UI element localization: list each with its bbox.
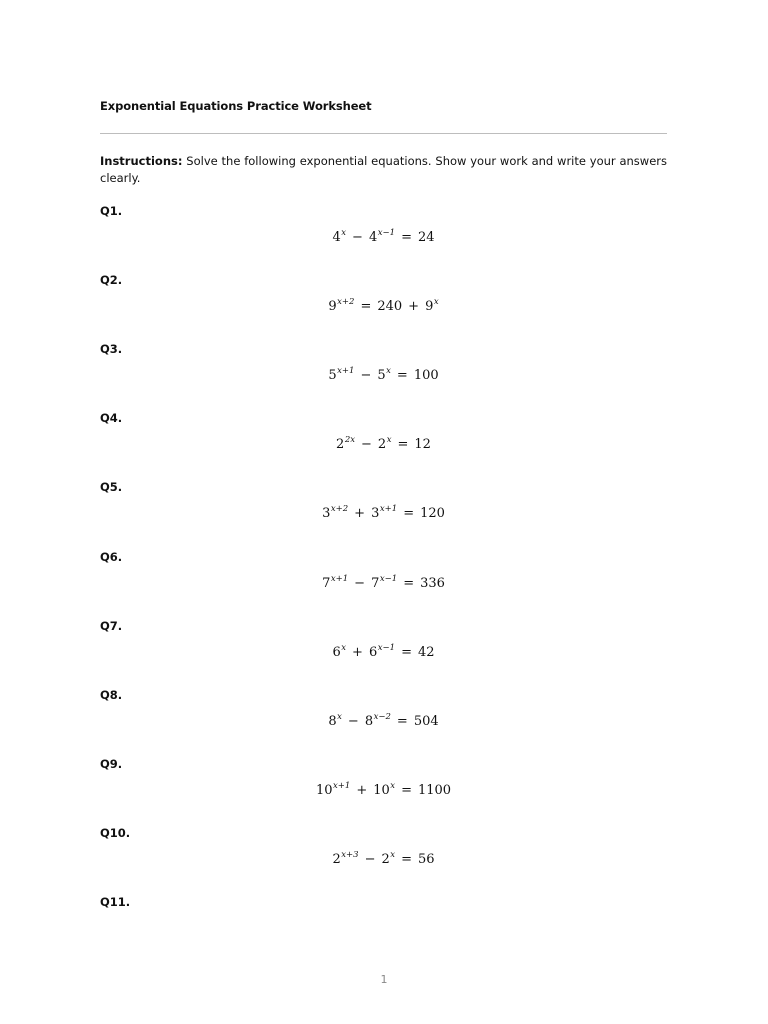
term-exponent: x [386, 366, 391, 377]
question-label: Q6. [100, 549, 123, 564]
term-exponent: x [433, 297, 439, 308]
equals-sign: = [396, 713, 408, 729]
equation [100, 299, 667, 314]
operator: + [352, 644, 363, 660]
equation-rhs: 120 [420, 506, 445, 522]
equation-rhs: 56 [417, 851, 435, 867]
term-exponent: x [386, 435, 392, 446]
term-base: 4 [368, 230, 378, 245]
term-base: 3 [371, 506, 380, 522]
equation [100, 437, 667, 452]
term-base: 2 [336, 437, 345, 453]
question-item [100, 826, 667, 886]
term-base: 6 [332, 644, 341, 660]
term-base: 2 [377, 437, 387, 453]
question-label: Q10. [100, 825, 131, 840]
equals-sign: = [360, 299, 372, 315]
equation [100, 368, 667, 383]
term-exponent: x−2 [373, 711, 391, 722]
term-exponent: x+1 [379, 504, 398, 515]
equation [100, 642, 667, 660]
term-base: 3 [322, 506, 331, 522]
term-exponent: x+1 [337, 366, 355, 377]
question-item [100, 619, 667, 679]
equation-rhs: 42 [417, 644, 435, 660]
term-base: 7 [322, 575, 331, 591]
operator: − [360, 368, 372, 384]
question-item [100, 550, 667, 610]
instructions-text: Solve the following exponential equations. Show your work and write your answers clearly. [100, 154, 667, 185]
equation-rhs: 240 [377, 299, 403, 315]
question-item [100, 757, 667, 817]
term-exponent: 2x [344, 435, 356, 446]
equation [100, 780, 667, 798]
term-exponent: x [341, 228, 347, 238]
equals-sign: = [401, 644, 412, 660]
term-base: 2 [332, 851, 341, 867]
term-base: 8 [328, 713, 337, 729]
equals-sign: = [396, 368, 408, 384]
divider [100, 133, 667, 134]
question-item [100, 273, 667, 333]
term-exponent: x+2 [330, 504, 349, 515]
question-label: Q4. [100, 411, 123, 426]
operator: − [361, 437, 372, 453]
question-label: Q7. [100, 618, 123, 633]
equation [100, 573, 667, 591]
operator: + [356, 782, 368, 798]
question-label: Q8. [100, 687, 123, 702]
term-exponent: x [390, 780, 396, 791]
question-item [100, 895, 667, 955]
term-exponent: x [341, 642, 347, 653]
question-label: Q1. [100, 204, 123, 218]
term-base: 5 [377, 368, 386, 384]
page-title: Exponential Equations Practice Worksheet [100, 99, 372, 113]
operator: + [354, 506, 366, 522]
term-exponent: x [390, 849, 396, 860]
term-exponent: x [337, 711, 342, 722]
equals-sign: = [403, 575, 415, 591]
question-item [100, 204, 667, 264]
operator: − [364, 851, 376, 867]
worksheet-page [100, 0, 667, 1024]
question-label: Q5. [100, 480, 123, 495]
term-base: 10 [373, 782, 390, 798]
equals-sign: = [401, 782, 412, 798]
question-item [100, 688, 667, 748]
term-exponent: x−1 [377, 642, 396, 653]
term-exponent: x−1 [379, 573, 398, 584]
term-base: 10 [315, 782, 333, 798]
equals-sign: = [401, 230, 412, 245]
term-base: 8 [364, 713, 374, 729]
page-number: 1 [380, 973, 388, 986]
question-label: Q3. [100, 342, 123, 357]
equation-rhs: 12 [414, 437, 431, 453]
equation [100, 506, 667, 521]
term-exponent: x+2 [337, 297, 355, 308]
equation-rhs: 1100 [417, 782, 452, 798]
term-exponent: x+3 [341, 849, 359, 860]
equation [100, 849, 667, 867]
equation-rhs: 504 [413, 713, 439, 729]
term-base: 9 [328, 299, 337, 315]
equation-rhs: 336 [420, 575, 445, 591]
term-base: 4 [332, 230, 341, 245]
term-exponent: x+1 [332, 780, 351, 791]
term-exponent: x+1 [330, 573, 349, 584]
question-label: Q11. [100, 895, 131, 909]
equation [100, 230, 667, 245]
equals-sign: = [401, 851, 412, 867]
operator: − [347, 713, 359, 729]
question-item [100, 342, 667, 402]
question-label: Q2. [100, 273, 123, 288]
equals-sign: = [397, 437, 409, 453]
term-base: 6 [368, 644, 378, 660]
term-base: 5 [328, 368, 337, 384]
operator: + [408, 299, 420, 315]
equals-sign: = [403, 506, 415, 522]
equation-rhs: 100 [413, 368, 439, 384]
operator: − [352, 230, 363, 245]
term-exponent: x−1 [377, 228, 396, 238]
instructions [100, 153, 667, 187]
question-item [100, 480, 667, 540]
question-item [100, 411, 667, 471]
term-base: 2 [381, 851, 390, 867]
term-base: 9 [425, 299, 434, 315]
instructions-label: Instructions: [100, 154, 183, 168]
equation [100, 711, 667, 729]
equation-rhs: 24 [417, 230, 435, 245]
question-label: Q9. [100, 756, 123, 771]
operator: − [354, 575, 366, 591]
term-base: 7 [371, 575, 380, 591]
